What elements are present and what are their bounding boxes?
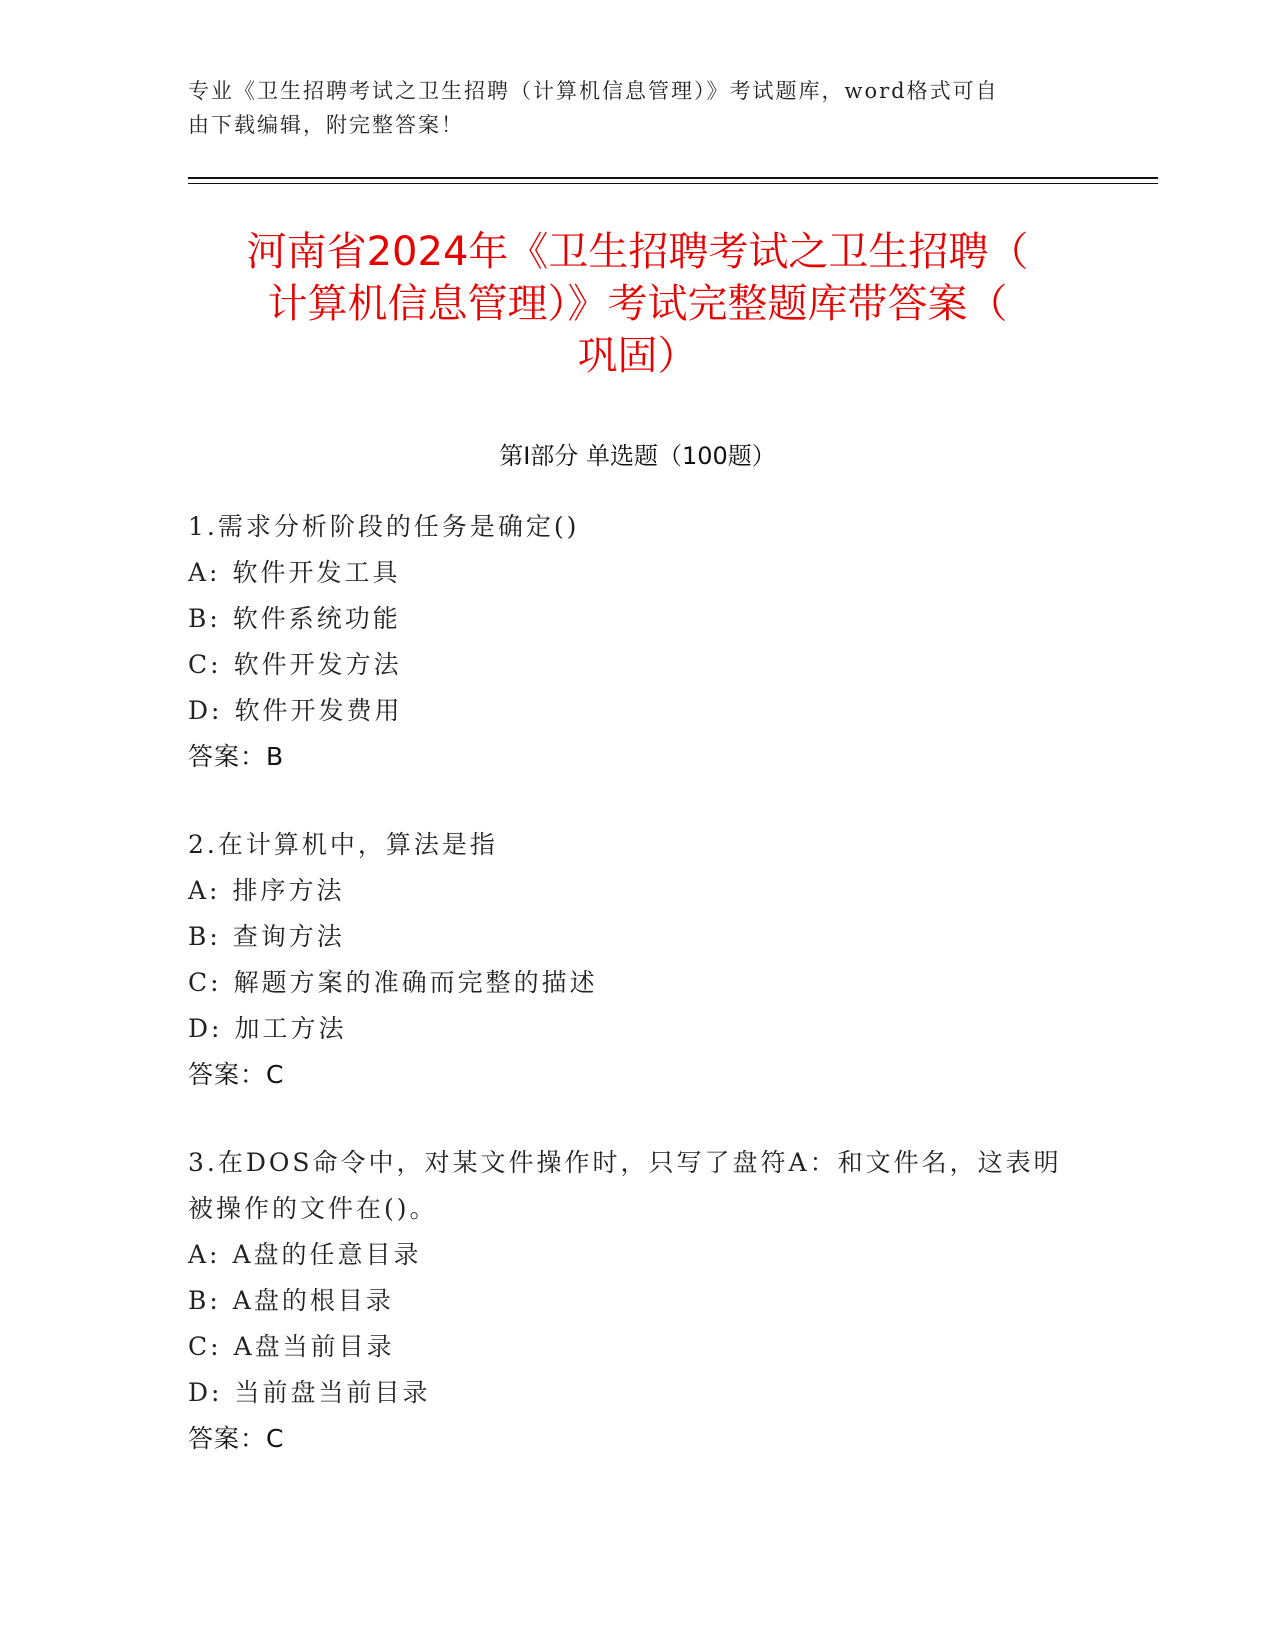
- option-d: [188, 688, 1088, 734]
- option-key: D:: [188, 1014, 223, 1043]
- document-title-line-2: 计算机信息管理）》考试完整题库带答案（: [267, 281, 1008, 327]
- question-2: [188, 822, 1088, 1098]
- option-c: [188, 960, 1088, 1006]
- option-c: [188, 642, 1088, 688]
- header-note: [188, 74, 1068, 142]
- option-key: C:: [188, 650, 222, 679]
- option-b: [188, 914, 1088, 960]
- document-title-line-1: 河南省2024年《卫生招聘考试之卫生招聘（: [246, 229, 1029, 275]
- option-text: 软件开发方法: [233, 650, 402, 679]
- question-3: [188, 1140, 1088, 1462]
- header-divider-thin: [188, 183, 1158, 184]
- option-key: B:: [188, 1286, 221, 1315]
- option-text: 软件开发工具: [232, 558, 401, 587]
- answer-label: 答案：: [188, 1060, 267, 1089]
- option-text: 当前盘当前目录: [234, 1378, 431, 1407]
- option-key: D:: [188, 1378, 223, 1407]
- section-heading: 第Ⅰ部分 单选题（100题）: [499, 442, 776, 470]
- option-text: 加工方法: [234, 1014, 347, 1043]
- answer-line: [188, 1052, 1088, 1098]
- answer-line: [188, 734, 1088, 780]
- option-a: [188, 550, 1088, 596]
- option-text: 解题方案的准确而完整的描述: [233, 968, 598, 997]
- option-text: 软件系统功能: [232, 604, 401, 633]
- answer-label: 答案：: [188, 742, 267, 771]
- option-text: 排序方法: [232, 876, 345, 905]
- option-key: C:: [188, 968, 222, 997]
- option-key: A:: [188, 1240, 221, 1269]
- option-key: B:: [188, 604, 221, 633]
- option-key: D:: [188, 696, 223, 725]
- option-b: [188, 596, 1088, 642]
- answer-value: B: [266, 742, 285, 771]
- question-1: [188, 504, 1088, 780]
- option-key: C:: [188, 1332, 222, 1361]
- answer-line: [188, 1416, 1088, 1462]
- answer-value: C: [266, 1060, 285, 1089]
- question-stem-line-2: 被操作的文件在()。: [188, 1194, 438, 1223]
- question-stem-line-1: 3.在DOS命令中，对某文件操作时，只写了盘符A：和文件名，这表明: [188, 1148, 1062, 1177]
- option-text: A盘的任意目录: [232, 1240, 422, 1269]
- option-text: 软件开发费用: [234, 696, 403, 725]
- header-note-line-2: 由下载编辑，附完整答案！: [188, 113, 464, 137]
- header-note-line-1: 专业《卫生招聘考试之卫生招聘（计算机信息管理）》考试题库，word格式可自: [188, 79, 999, 103]
- answer-value: C: [266, 1424, 285, 1453]
- option-text: A盘当前目录: [233, 1332, 395, 1361]
- header-divider-thick: [188, 177, 1158, 179]
- option-a: [188, 868, 1088, 914]
- document-title-line-3: 巩固）: [577, 333, 698, 379]
- option-c: [188, 1324, 1088, 1370]
- option-b: [188, 1278, 1088, 1324]
- option-key: A:: [188, 876, 221, 905]
- question-stem: 2.在计算机中，算法是指: [188, 830, 498, 859]
- option-d: [188, 1006, 1088, 1052]
- document-title: [150, 226, 1125, 382]
- option-key: B:: [188, 922, 221, 951]
- question-stem: 1.需求分析阶段的任务是确定(): [188, 512, 580, 541]
- option-text: 查询方法: [232, 922, 345, 951]
- option-key: A:: [188, 558, 221, 587]
- option-text: A盘的根目录: [232, 1286, 394, 1315]
- answer-label: 答案：: [188, 1424, 267, 1453]
- option-a: [188, 1232, 1088, 1278]
- option-d: [188, 1370, 1088, 1416]
